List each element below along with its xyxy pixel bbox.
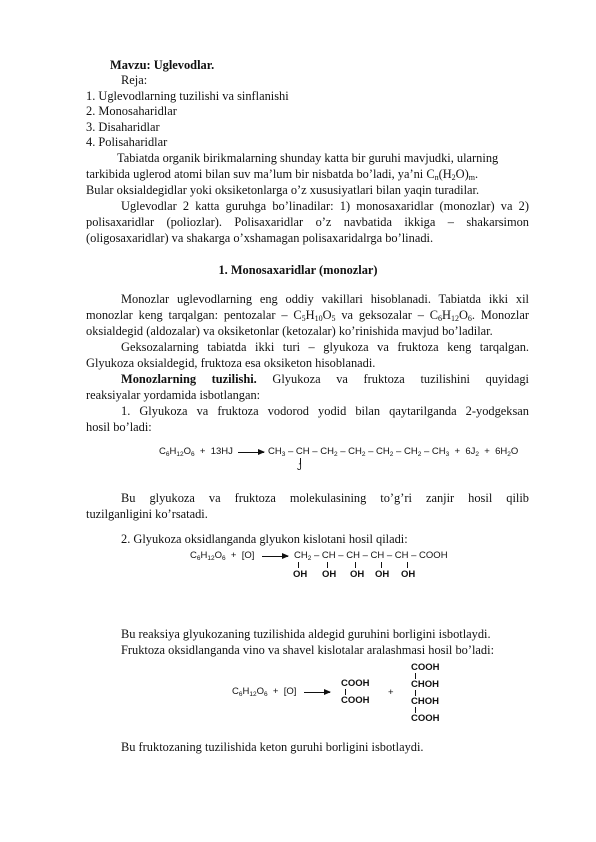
para3-line-1: Monozlar uglevodlarning eng oddiy vakillari hisoblanadi. Tabiatda ikki xil bbox=[121, 292, 529, 306]
eq2-bond-3 bbox=[355, 562, 356, 568]
eq1-arrow bbox=[238, 452, 264, 453]
eq2-hydroxyl-3: OH bbox=[350, 569, 365, 580]
eq2-hydroxyl-1: OH bbox=[293, 569, 308, 580]
para6-line-1: Bu glyukoza va fruktoza molekulasining to’g’ri zanjir hosil qilib bbox=[121, 491, 529, 505]
para6-line-2: tuzilganligini ko’rsatadi. bbox=[86, 507, 208, 521]
plan-item-2: 2. Monosaharidlar bbox=[86, 104, 177, 118]
para7-line-2: Fruktoza oksidlanganda vino va shavel kislotalar aralashmasi hosil bo’ladi: bbox=[121, 643, 495, 657]
section-heading-monosaccharides: 1. Monosaxaridlar (monozlar) bbox=[218, 263, 378, 277]
eq2-reactants: $C_6H_{12}O_6 + [O]$ bbox=[190, 550, 255, 562]
plan-item-3: 3. Disaharidlar bbox=[86, 120, 160, 134]
intro-line-2: tarkibida uglerod atomi bilan suv ma’lum bir nisbatda bo’ladi, ya’ni $C_n(H_2O)_m$. bbox=[86, 167, 479, 182]
step1-line-1: 1. Glyukoza va fruktoza vodorod yodid bilan qaytarilganda 2-yodgeksan bbox=[121, 404, 529, 418]
eq2-bond-5 bbox=[407, 562, 408, 568]
eq1-reactants: $C_6H_{12}O_6 + 13HJ$ bbox=[159, 446, 233, 458]
para2-line-3: (oligosaxaridlar) va shakarga o’xshamagan polisaxaridalrga bo’linadi. bbox=[86, 231, 434, 245]
oxalic-acid-top: COOH bbox=[341, 678, 370, 689]
para7-line-1: Bu reaksiya glyukozaning tuzilishida aldegid guruhini borligini isbotlaydi. bbox=[121, 627, 491, 641]
eq1-substituent: J bbox=[297, 462, 302, 473]
eq2-bond-1 bbox=[298, 562, 299, 568]
tartaric-c4: COOH bbox=[411, 713, 440, 724]
tartaric-c2: CHOH bbox=[411, 679, 439, 690]
plan-item-1: 1. Uglevodlarning tuzilishi va sinflanishi bbox=[86, 89, 289, 103]
intro-line-3: Bular oksialdegidlar yoki oksiketonlarga o’z xususiyatlari bilan yaqin turadilar. bbox=[86, 183, 480, 197]
para5-line-1: Monozlarning tuzilishi. Glyukoza va fruktoza tuzilishini quyidagi bbox=[121, 372, 529, 386]
eq2-bond-2 bbox=[327, 562, 328, 568]
para3-line-2: monozlar keng tarqalgan: pentozalar – $C_5H_{10}O_5$ va geksozalar – $C_6H_{12}O_6$. Monozlar bbox=[86, 308, 529, 323]
plan-heading: Reja: bbox=[121, 73, 148, 87]
eq3-plus: + bbox=[388, 687, 394, 698]
para4-line-2: Glyukoza oksialdegid, fruktoza esa oksiketon hisoblanadi. bbox=[86, 356, 376, 370]
eq3-arrow bbox=[304, 692, 330, 693]
tartaric-c3: CHOH bbox=[411, 696, 439, 707]
para2-line-2: polisaxaridlar (poliozlar). Polisaxaridlar o’z navbatida ikkiga – shakarsimon bbox=[86, 215, 529, 229]
para4-line-1: Geksozalarning tabiatda ikki turi – glyukoza va fruktoza keng tarqalgan. bbox=[121, 340, 529, 354]
eq2-hydroxyl-4: OH bbox=[375, 569, 390, 580]
final-line: Bu fruktozaning tuzilishida keton guruhi borligini isbotlaydi. bbox=[121, 740, 424, 754]
oxalic-acid-bottom: COOH bbox=[341, 695, 370, 706]
eq3-reactants: $C_6H_{12}O_6 + [O]$ bbox=[232, 686, 297, 698]
tartaric-c1: COOH bbox=[411, 662, 440, 673]
page-title: Mavzu: Uglevodlar. bbox=[110, 58, 215, 72]
eq2-arrow bbox=[262, 556, 288, 557]
para5-line-2: reaksiyalar yordamida isbotlangan: bbox=[86, 388, 261, 402]
para3-line-3: oksialdegid (aldozalar) va oksiketonlar (ketozalar) ko’rinishida mavjud bo’ladilar. bbox=[86, 324, 493, 338]
eq1-products: $CH_3$ – CH – $CH_2 - CH_2 - CH_2 - CH_2 - CH_3 + 6J_2 + 6H_2O$ bbox=[268, 446, 519, 458]
eq2-bond-4 bbox=[381, 562, 382, 568]
intro-line-1: Tabiatda organik birikmalarning shunday katta bir guruhi mavjudki, ularning bbox=[117, 151, 499, 165]
eq2-hydroxyl-2: OH bbox=[322, 569, 337, 580]
para2-line-1: Uglevodlar 2 katta guruhga bo’linadilar: 1) monosaxaridlar (monozlar) va 2) bbox=[121, 199, 529, 213]
plan-item-4: 4. Polisaharidlar bbox=[86, 135, 168, 149]
step2-line: 2. Glyukoza oksidlanganda glyukon kislotani hosil qiladi: bbox=[121, 532, 408, 546]
eq2-hydroxyl-5: OH bbox=[401, 569, 416, 580]
step1-line-2: hosil bo’ladi: bbox=[86, 420, 152, 434]
eq2-products: $CH_2$ – CH – CH – CH – CH – COOH bbox=[294, 550, 448, 562]
